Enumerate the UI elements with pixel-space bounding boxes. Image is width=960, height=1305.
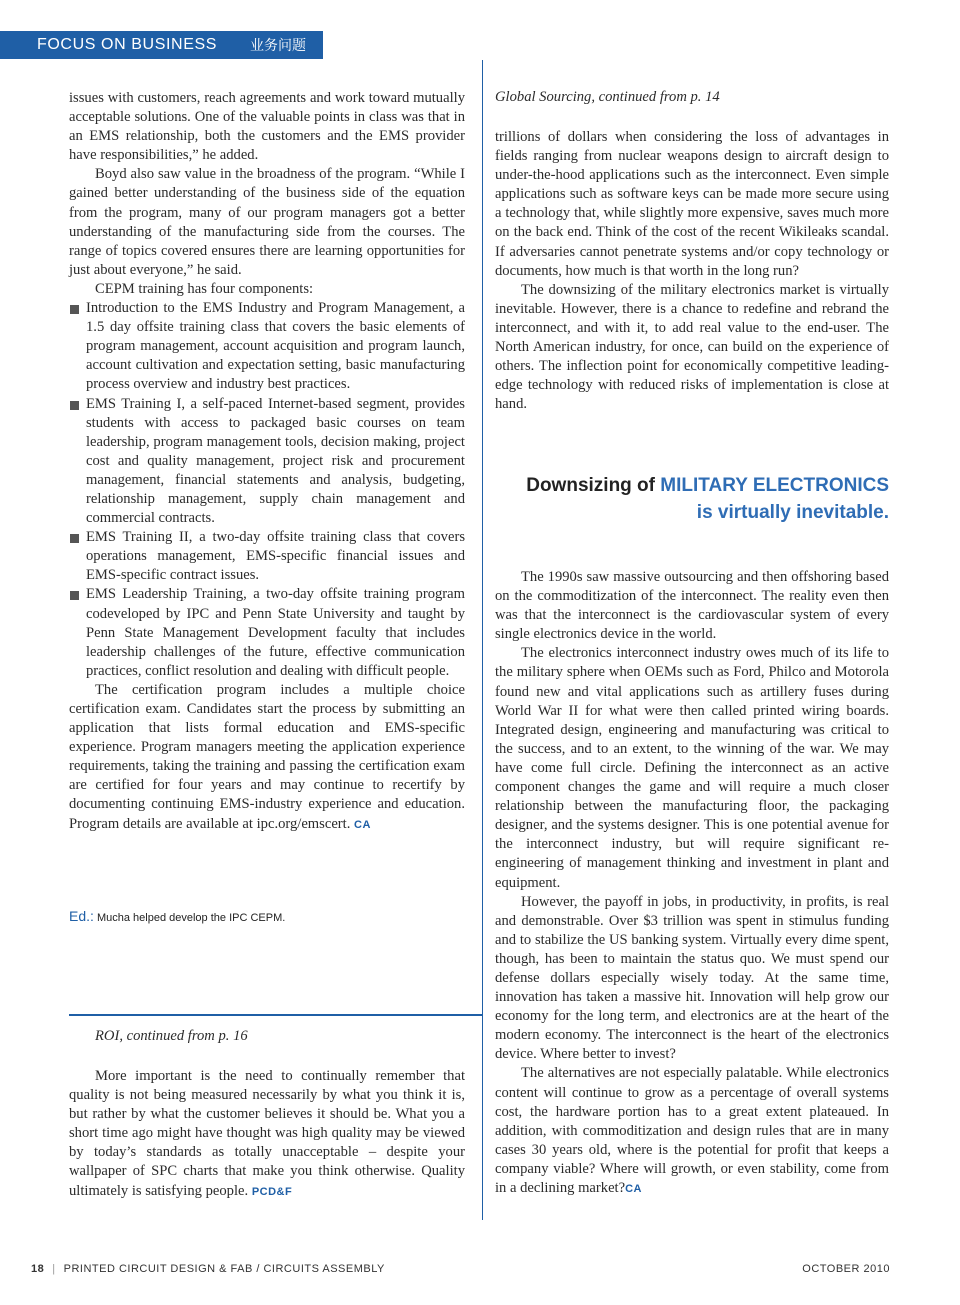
- issue-date: OCTOBER 2010: [802, 1263, 890, 1275]
- pull-quote-line-1: [495, 472, 889, 499]
- paragraph: [69, 681, 465, 835]
- components-list: [69, 299, 465, 681]
- list-item: EMS Leadership Training, a two-day offsite training program codeveloped by IPC and Penn State University and taught by Penn State Management Development faculty that includes leadership challenges of the future, effective communication practices, conflict resolution and dealing with difficult people.: [69, 585, 465, 680]
- pull-quote-highlight: MILITARY ELECTRONICS: [660, 475, 889, 496]
- editor-note-label: Ed.:: [69, 908, 94, 924]
- section-header-bar: [0, 31, 323, 59]
- paragraph: The 1990s saw massive outsourcing and then offshoring based on the commoditization of the interconnect. The reality even then was that the interconnect is the cardiovascular system of every single electronics device in the world.: [495, 569, 889, 643]
- pull-quote-text: Downsizing of: [526, 475, 661, 496]
- paragraph-text: The certification program includes a multiple choice certification exam. Candidates start the process by submitting an application that lists formal education and EMS-specific experience. Program managers meeting the application experience requirements, taking the training and passing the certification exam are certified for four years and may continue to recertify by documenting continuing EMS-industry experience and education. Program details are available at ipc.org/emscert.: [69, 681, 465, 832]
- pull-quote: [495, 472, 889, 526]
- continued-from-label: ROI, continued from p. 16: [95, 1028, 248, 1044]
- editor-note-text: Mucha helped develop the IPC CEPM.: [96, 912, 286, 924]
- right-column-bottom: [495, 568, 889, 1199]
- paragraph: Boyd also saw value in the broadness of the program. “While I gained better understanding of the business side of the equation from the program, many of our program managers got a better understanding of the manufacturing side from the courses. The range of topics covered ensures there are learning opportunities for just about everyone,” he said.: [69, 166, 465, 278]
- page-number: 18: [31, 1263, 45, 1275]
- paragraph: CEPM training has four components:: [95, 280, 314, 297]
- horizontal-rule: [69, 1014, 483, 1016]
- pull-quote-line-2: is virtually inevitable.: [696, 502, 889, 523]
- paragraph: trillions of dollars when considering the loss of advantages in fields ranging from nuclear weapons design to aircraft design to under-the-hood applications such as the interconnect. Even simple applications such as software keys can be made more secure using a technology that, while slightly more expensive, saves much more on the back end. Think of the cost of the recent Wikileaks scandal. If adversaries cannot penetrate systems and/or copy technology or documents, how much is that worth in the long run?: [495, 129, 889, 279]
- list-item: Introduction to the EMS Industry and Program Management, a 1.5 day offsite training class that covers the basic elements of program management, account acquisition and program launch, account cultivation and expectation setting, basic manufacturing process overview and industry best practices.: [69, 299, 465, 394]
- paragraph: The downsizing of the military electronics market is virtually inevitable. However, there is a chance to redefine and rebrand the interconnect, and with it, to add real value to the end-user. The North American industry, for once, can build on the experience of others. The inflection point for economically competitive leading-edge technology with reduced risks of implementation is close at hand.: [495, 281, 889, 413]
- paragraph: The electronics interconnect industry owes much of its life to the military sphere when OEMs such as Ford, Philco and Motorola found new and vital applications such as artillery fuses during World War II for what were then called printed wiring boards. Integrated design, engineering and manufacturing was critical to the success, and to an extent, to the winning of the war. We may have come full circle. Defining the interconnect as an active component changes the game and will require a much closer relationship between the manufacturing floor, the packaging designer, and the systems designer. This is one potential avenue for the interconnect industry, but will require significant re-engineering of management thinking and investment in plant and equipment.: [495, 645, 889, 891]
- left-column: [69, 89, 465, 835]
- paragraph-text: The alternatives are not especially palatable. While electronics content will continue to grow as a percentage of overall systems cost, the hardware portion has to a great extent plateaued. In addition, with commoditization and design rules that are in many cases 30 years old, where is the potential for profit that keeps a company viable? Where will growth, or even stability, come from in a declining market?: [495, 1065, 889, 1196]
- paragraph: [495, 1064, 889, 1199]
- publication-name: PRINTED CIRCUIT DESIGN & FAB / CIRCUITS ASSEMBLY: [63, 1263, 385, 1275]
- section-title: FOCUS ON BUSINESS: [37, 36, 218, 53]
- end-tag: PCD&F: [251, 1185, 293, 1198]
- footer-separator: |: [52, 1263, 56, 1275]
- page-footer: [31, 1263, 385, 1275]
- continued-from-label: Global Sourcing, continued from p. 14: [495, 89, 720, 105]
- list-item: EMS Training II, a two-day offsite training class that covers operations management, EMS-specific financial issues and EMS-specific contract issues.: [69, 528, 465, 585]
- paragraph: [69, 1067, 465, 1202]
- list-item: EMS Training I, a self-paced Internet-based segment, provides students with access to packaged basic courses on team leadership, program management tools, decision making, project cost and quality management, project risk and procurement management, financial statements and analysis, budgeting, relationship management, supply chain management and commercial contracts.: [69, 395, 465, 529]
- roi-continuation: [69, 1067, 465, 1202]
- paragraph: issues with customers, reach agreements and work toward mutually acceptable solutions. One of the valuable points in class was that in an EMS relationship, both the customers and the EMS provider have responsibilities,” he added.: [69, 90, 465, 164]
- right-column-top: [495, 128, 889, 414]
- paragraph-text: More important is the need to continually remember that quality is not being measured necessarily by what you think it is, but rather by what the customer believes it should be. What you a short time ago might have thought was high quality may be viewed by today’s standards as totally unacceptable – despite your wallpaper of SPC charts that make you think otherwise. Quality ultimately is satisfying people.: [69, 1068, 465, 1199]
- end-tag: CA: [625, 1183, 642, 1195]
- paragraph: However, the payoff in jobs, in productivity, in profits, is real and demonstrable. Over $3 trillion was spent in stimulus funding and to stabilize the US banking system. Virtually every dime spent, though, has been to maintain the status quo. We must spend our defense dollars especially wisely today. At the same time, innovation has taken a massive hit. Innovation will help grow our economy for the long term, and electronics are at the heart of the modern economy. The interconnect is the heart of the electronics device. Where better to invest?: [495, 893, 889, 1063]
- editor-note: [69, 908, 285, 924]
- vertical-column-rule: [482, 60, 483, 1220]
- end-tag: CA: [354, 818, 371, 831]
- section-title-chinese: 业务问题: [250, 38, 306, 54]
